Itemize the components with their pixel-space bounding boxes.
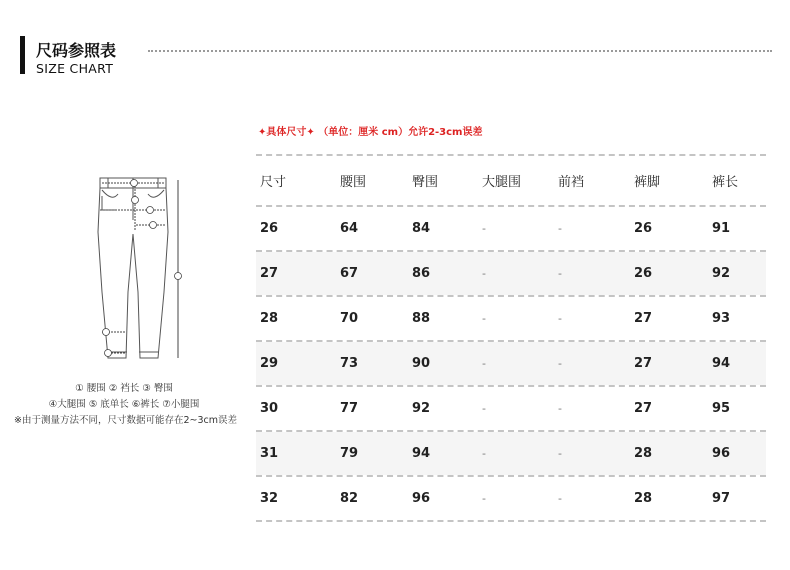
cell-length: 91 bbox=[712, 221, 731, 236]
header-size: 尺寸 bbox=[260, 175, 287, 190]
header-divider bbox=[148, 50, 772, 52]
cell-hip: 96 bbox=[412, 491, 431, 506]
cell-waist: 79 bbox=[340, 446, 359, 461]
header-leg-opening: 裤脚 bbox=[634, 175, 661, 190]
table-row bbox=[256, 342, 766, 385]
table-header-row bbox=[256, 156, 766, 205]
cell-front-rise: - bbox=[558, 492, 562, 505]
cell-front-rise: - bbox=[558, 312, 562, 325]
diagram-legend bbox=[14, 381, 237, 429]
cell-size: 32 bbox=[260, 491, 279, 506]
cell-thigh: - bbox=[482, 222, 486, 235]
header-waist: 腰围 bbox=[340, 175, 367, 190]
cell-hip: 94 bbox=[412, 446, 431, 461]
cell-leg-opening: 26 bbox=[634, 221, 653, 236]
cell-hip: 92 bbox=[412, 401, 431, 416]
cell-waist: 70 bbox=[340, 311, 359, 326]
header-length: 裤长 bbox=[712, 175, 739, 190]
unit-note: ✦具体尺寸✦ （单位：厘米 cm）允许2-3cm误差 bbox=[258, 127, 483, 138]
cell-length: 94 bbox=[712, 356, 731, 371]
cell-front-rise: - bbox=[558, 357, 562, 370]
cell-leg-opening: 28 bbox=[634, 446, 653, 461]
cell-leg-opening: 26 bbox=[634, 266, 653, 281]
table-row bbox=[256, 387, 766, 430]
cell-hip: 84 bbox=[412, 221, 431, 236]
cell-thigh: - bbox=[482, 447, 486, 460]
cell-length: 92 bbox=[712, 266, 731, 281]
cell-size: 28 bbox=[260, 311, 279, 326]
cell-leg-opening: 27 bbox=[634, 311, 653, 326]
header-accent-bar bbox=[20, 36, 25, 74]
cell-front-rise: - bbox=[558, 402, 562, 415]
cell-thigh: - bbox=[482, 312, 486, 325]
header-front-rise: 前裆 bbox=[558, 175, 585, 190]
table-row bbox=[256, 297, 766, 340]
page-title: 尺码参照表 bbox=[36, 41, 117, 60]
size-table bbox=[256, 154, 766, 522]
cell-waist: 77 bbox=[340, 401, 359, 416]
cell-leg-opening: 27 bbox=[634, 401, 653, 416]
cell-waist: 67 bbox=[340, 266, 359, 281]
cell-hip: 90 bbox=[412, 356, 431, 371]
cell-size: 26 bbox=[260, 221, 279, 236]
legend-line-3: ※由于测量方法不同，尺寸数据可能存在2~3cm误差 bbox=[14, 415, 237, 426]
cell-size: 31 bbox=[260, 446, 279, 461]
table-divider bbox=[256, 520, 766, 522]
pants-measurement-diagram bbox=[88, 172, 194, 364]
cell-waist: 73 bbox=[340, 356, 359, 371]
cell-thigh: - bbox=[482, 267, 486, 280]
page-subtitle: SIZE CHART bbox=[36, 61, 114, 76]
cell-hip: 86 bbox=[412, 266, 431, 281]
cell-length: 96 bbox=[712, 446, 731, 461]
table-row bbox=[256, 207, 766, 250]
header-hip: 臀围 bbox=[412, 175, 439, 190]
cell-hip: 88 bbox=[412, 311, 431, 326]
header-thigh: 大腿围 bbox=[482, 175, 522, 190]
cell-size: 27 bbox=[260, 266, 279, 281]
table-row bbox=[256, 252, 766, 295]
cell-waist: 64 bbox=[340, 221, 359, 236]
cell-thigh: - bbox=[482, 357, 486, 370]
cell-front-rise: - bbox=[558, 267, 562, 280]
cell-front-rise: - bbox=[558, 447, 562, 460]
cell-waist: 82 bbox=[340, 491, 359, 506]
cell-size: 29 bbox=[260, 356, 279, 371]
table-row bbox=[256, 477, 766, 520]
cell-thigh: - bbox=[482, 492, 486, 505]
cell-length: 97 bbox=[712, 491, 731, 506]
table-row bbox=[256, 432, 766, 475]
cell-length: 93 bbox=[712, 311, 731, 326]
cell-length: 95 bbox=[712, 401, 731, 416]
legend-line-2: ④大腿围 ⑤ 底单长 ⑥裤长 ⑦小腿围 bbox=[48, 399, 200, 410]
cell-size: 30 bbox=[260, 401, 279, 416]
cell-front-rise: - bbox=[558, 222, 562, 235]
cell-leg-opening: 28 bbox=[634, 491, 653, 506]
legend-line-1: ① 腰围 ② 裆长 ③ 臀围 bbox=[75, 383, 173, 394]
cell-thigh: - bbox=[482, 402, 486, 415]
cell-leg-opening: 27 bbox=[634, 356, 653, 371]
